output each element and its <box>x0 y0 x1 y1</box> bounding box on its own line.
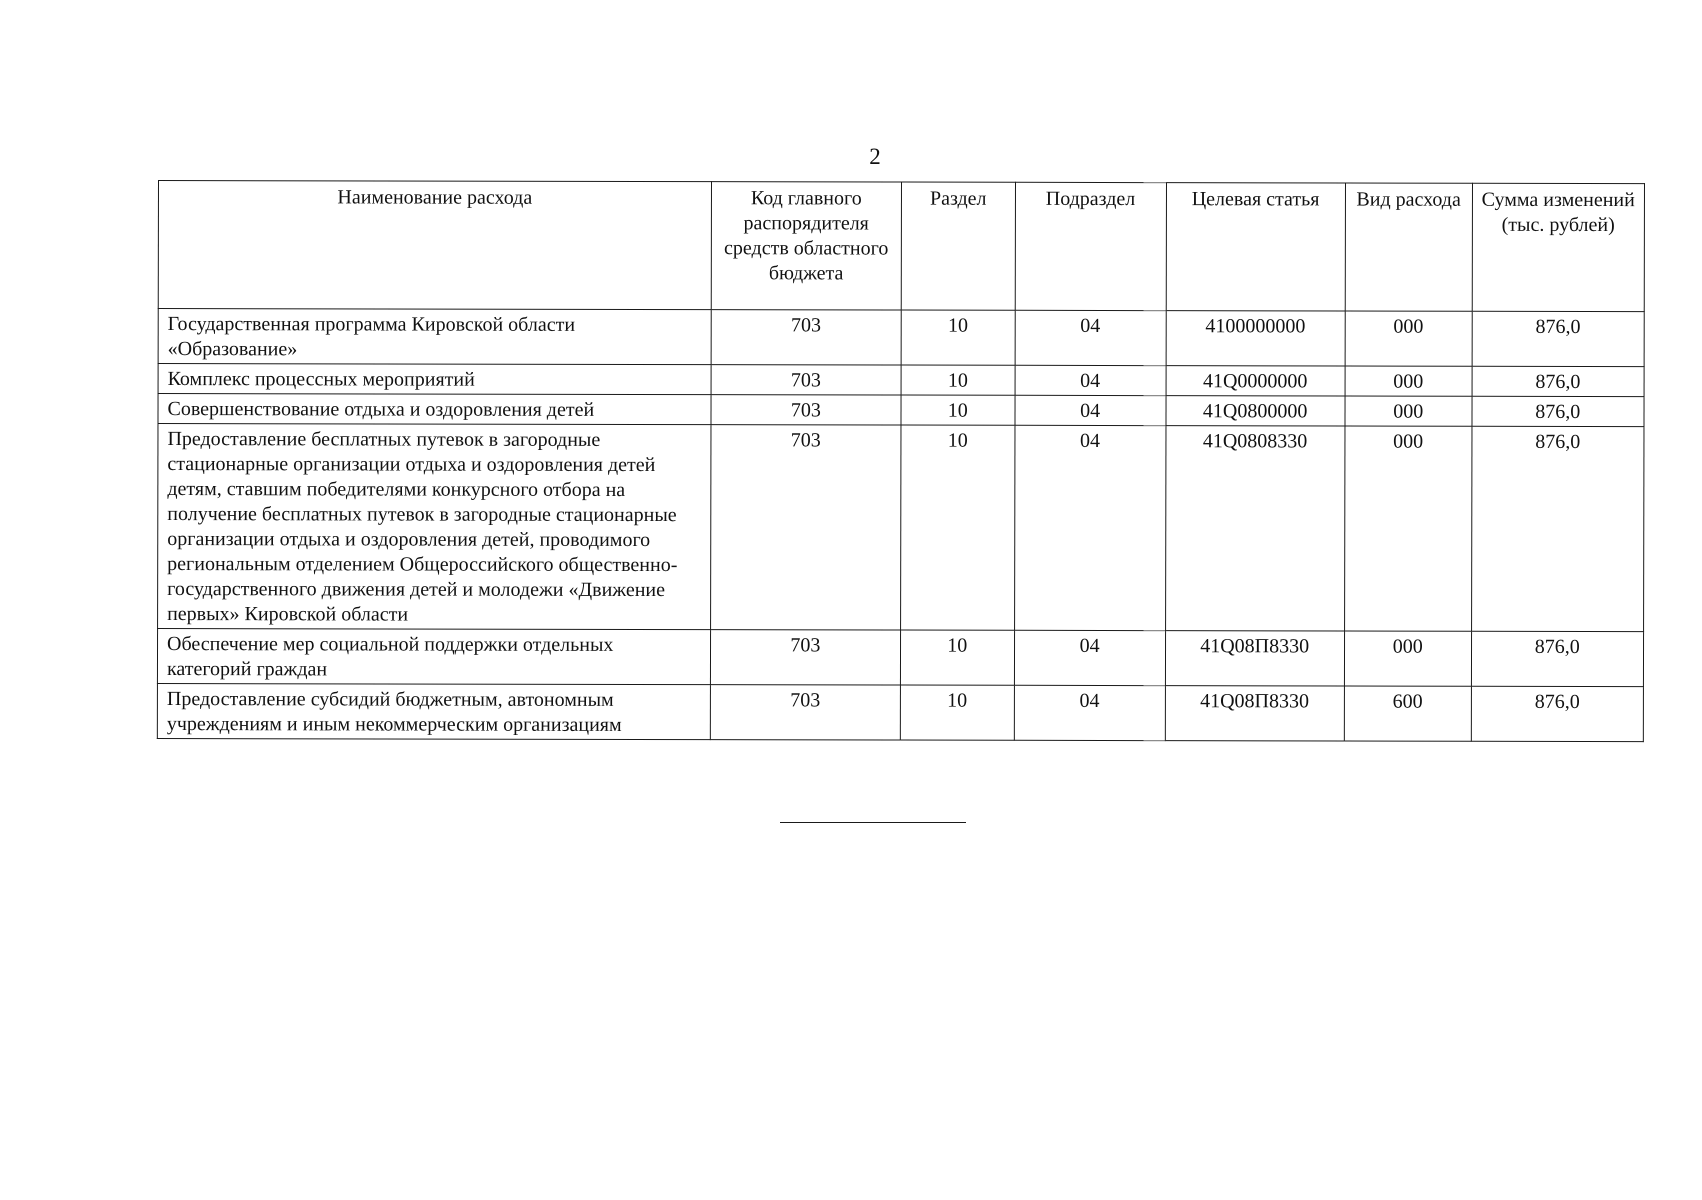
row-article: 41Q08П8330 <box>1165 631 1344 686</box>
row-name: Предоставление бесплатных путевок в загородные стационарные организации отдыха и оздоровления детей детям, ставшим победителями конкурсного отбора на получение бесплатных путевок в загородные стационарные организации отдыха и оздоровления детей, проводимого региональным отделением Общероссийского общественно-государственного движения детей и молодежи «Движение первых» Кировской области <box>158 424 711 630</box>
row-type: 000 <box>1345 396 1472 426</box>
end-rule <box>780 822 966 823</box>
table-row <box>158 309 1644 367</box>
row-sum: 876,0 <box>1472 311 1645 366</box>
row-subsection: 04 <box>1014 685 1165 740</box>
row-sum: 876,0 <box>1471 686 1644 741</box>
row-name: Государственная программа Кировской области «Образование» <box>158 309 711 365</box>
header-type: Вид расхода <box>1345 183 1472 311</box>
row-code: 703 <box>710 425 901 630</box>
row-article: 41Q08П8330 <box>1165 686 1344 741</box>
row-type: 000 <box>1345 311 1472 366</box>
row-type: 000 <box>1344 631 1471 686</box>
table-header-row <box>158 181 1644 312</box>
row-subsection: 04 <box>1015 310 1166 365</box>
row-code: 703 <box>710 630 900 685</box>
row-section: 10 <box>901 425 1015 630</box>
row-code: 703 <box>711 310 901 365</box>
table-row <box>157 683 1643 741</box>
row-type: 000 <box>1345 366 1472 396</box>
table-row <box>157 629 1643 687</box>
row-subsection: 04 <box>1014 630 1165 685</box>
row-article: 41Q0800000 <box>1166 396 1345 426</box>
row-type: 000 <box>1344 426 1471 631</box>
row-sum: 876,0 <box>1471 631 1644 686</box>
row-name: Обеспечение мер социальной поддержки отдельных категорий граждан <box>157 629 710 685</box>
row-subsection: 04 <box>1014 425 1165 630</box>
header-section: Раздел <box>901 182 1015 310</box>
row-name: Предоставление субсидий бюджетным, автономным учреждениям и иным некоммерческим организациям <box>157 683 710 739</box>
row-sum: 876,0 <box>1472 366 1644 396</box>
table-row <box>158 424 1644 632</box>
row-sum: 876,0 <box>1471 426 1644 631</box>
table-row <box>158 394 1644 427</box>
row-section: 10 <box>900 630 1014 685</box>
row-section: 10 <box>900 685 1014 740</box>
header-article: Целевая статья <box>1166 183 1346 311</box>
row-sum: 876,0 <box>1472 396 1644 426</box>
row-name: Комплекс процессных мероприятий <box>158 364 711 395</box>
table-row <box>158 364 1644 397</box>
row-name: Совершенствование отдыха и оздоровления детей <box>158 394 711 425</box>
header-name: Наименование расхода <box>158 181 711 310</box>
row-subsection: 04 <box>1015 365 1166 395</box>
row-code: 703 <box>711 395 901 425</box>
header-subsection: Подраздел <box>1015 182 1166 310</box>
row-section: 10 <box>901 310 1015 365</box>
budget-changes-table <box>157 180 1645 742</box>
header-code: Код главного распорядителя средств областного бюджета <box>711 182 902 310</box>
row-article: 4100000000 <box>1166 311 1345 366</box>
row-code: 703 <box>711 365 901 395</box>
row-article: 41Q0000000 <box>1166 366 1345 396</box>
row-code: 703 <box>710 685 900 740</box>
row-article: 41Q0808330 <box>1165 426 1345 631</box>
row-section: 10 <box>901 365 1015 395</box>
row-section: 10 <box>901 395 1015 425</box>
page-number: 2 <box>869 144 881 169</box>
row-subsection: 04 <box>1015 395 1166 425</box>
header-sum: Сумма изменений (тыс. рублей) <box>1472 183 1645 311</box>
row-type: 600 <box>1344 686 1471 741</box>
